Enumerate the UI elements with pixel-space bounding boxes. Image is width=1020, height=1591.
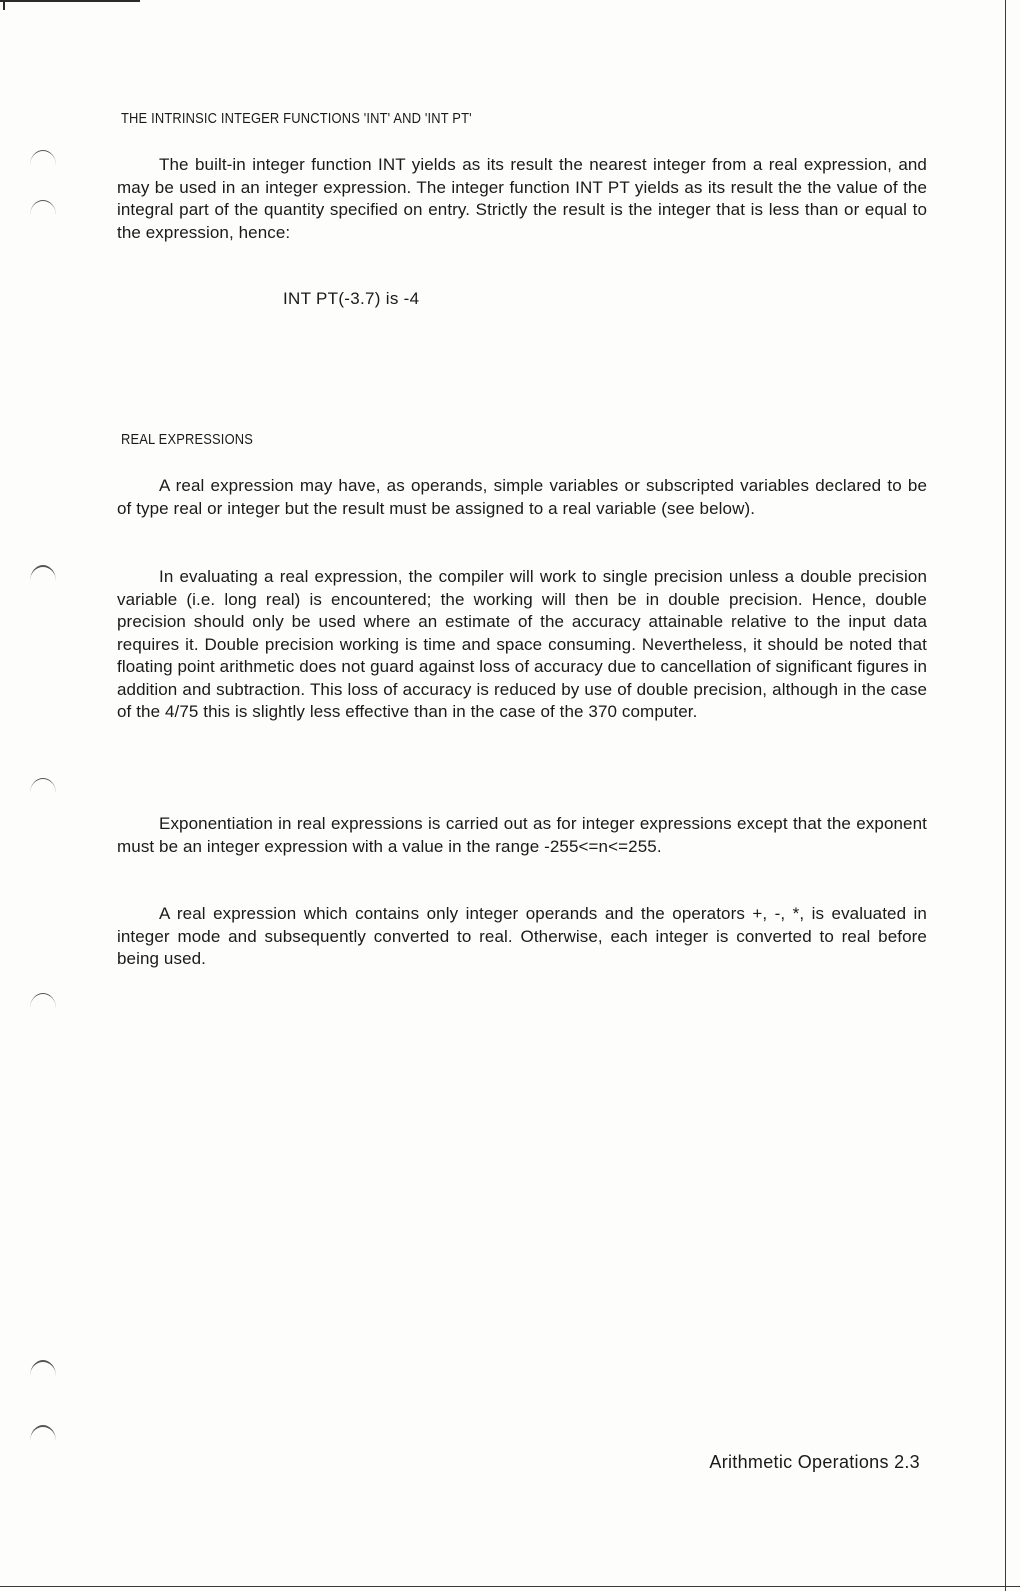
section-heading-real-expressions: REAL EXPRESSIONS [121, 431, 254, 448]
page-edge-top [0, 0, 140, 2]
paragraph-exponentiation: Exponentiation in real expressions is carried out as for integer expressions except that the exponent must be an integer expression with a value in the range -255<=n<=255. [117, 814, 927, 856]
page-footer: Arithmetic Operations 2.3 [709, 1452, 920, 1472]
paragraph-integer-mode: A real expression which contains only integer operands and the operators +, -, *, is evaluated in integer mode and subsequently converted to real. Otherwise, each integer is converted to real before being used. [117, 904, 927, 968]
punch-hole-mark [30, 993, 56, 1008]
punch-hole-mark [30, 200, 56, 215]
punch-hole-mark [30, 778, 56, 793]
page-edge-left [3, 0, 5, 10]
page-edge-right [1005, 0, 1006, 1591]
paragraph-int-description: The built-in integer function INT yields as its result the nearest integer from a real expression, and may be used in an integer expression. The integer function INT PT yields as its result the the value of the integral part of the quantity specified on entry. Strictly the result is the integer that is less than or equal to the expression, hence: [117, 155, 927, 242]
punch-hole-mark [30, 150, 56, 165]
punch-hole-mark [30, 565, 56, 581]
punch-hole-mark [30, 1360, 56, 1376]
example-expression: INT PT(-3.7) is -4 [283, 289, 420, 308]
section-heading-int-functions: THE INTRINSIC INTEGER FUNCTIONS 'INT' AND 'INT PT' [121, 110, 472, 127]
punch-hole-mark [30, 1425, 56, 1441]
paragraph-real-operands: A real expression may have, as operands, simple variables or subscripted variables declared to be of type real or integer but the result must be assigned to a real variable (see below). [117, 476, 927, 518]
paragraph-precision: In evaluating a real expression, the compiler will work to single precision unless a double precision variable (i.e. long real) is encountered; the working will then be in double precision. Hence, double precision should only be used where an estimate of the accuracy attainable relative to the input data requires it. Double precision working is time and space consuming. Nevertheless, it should be noted that floating point arithmetic does not guard against loss of accuracy due to cancellation of significant figures in addition and subtraction. This loss of accuracy is reduced by use of double precision, although in the case of the 4/75 this is slightly less effective than in the case of the 370 computer. [117, 567, 927, 721]
page-edge-bottom [0, 1586, 1020, 1587]
